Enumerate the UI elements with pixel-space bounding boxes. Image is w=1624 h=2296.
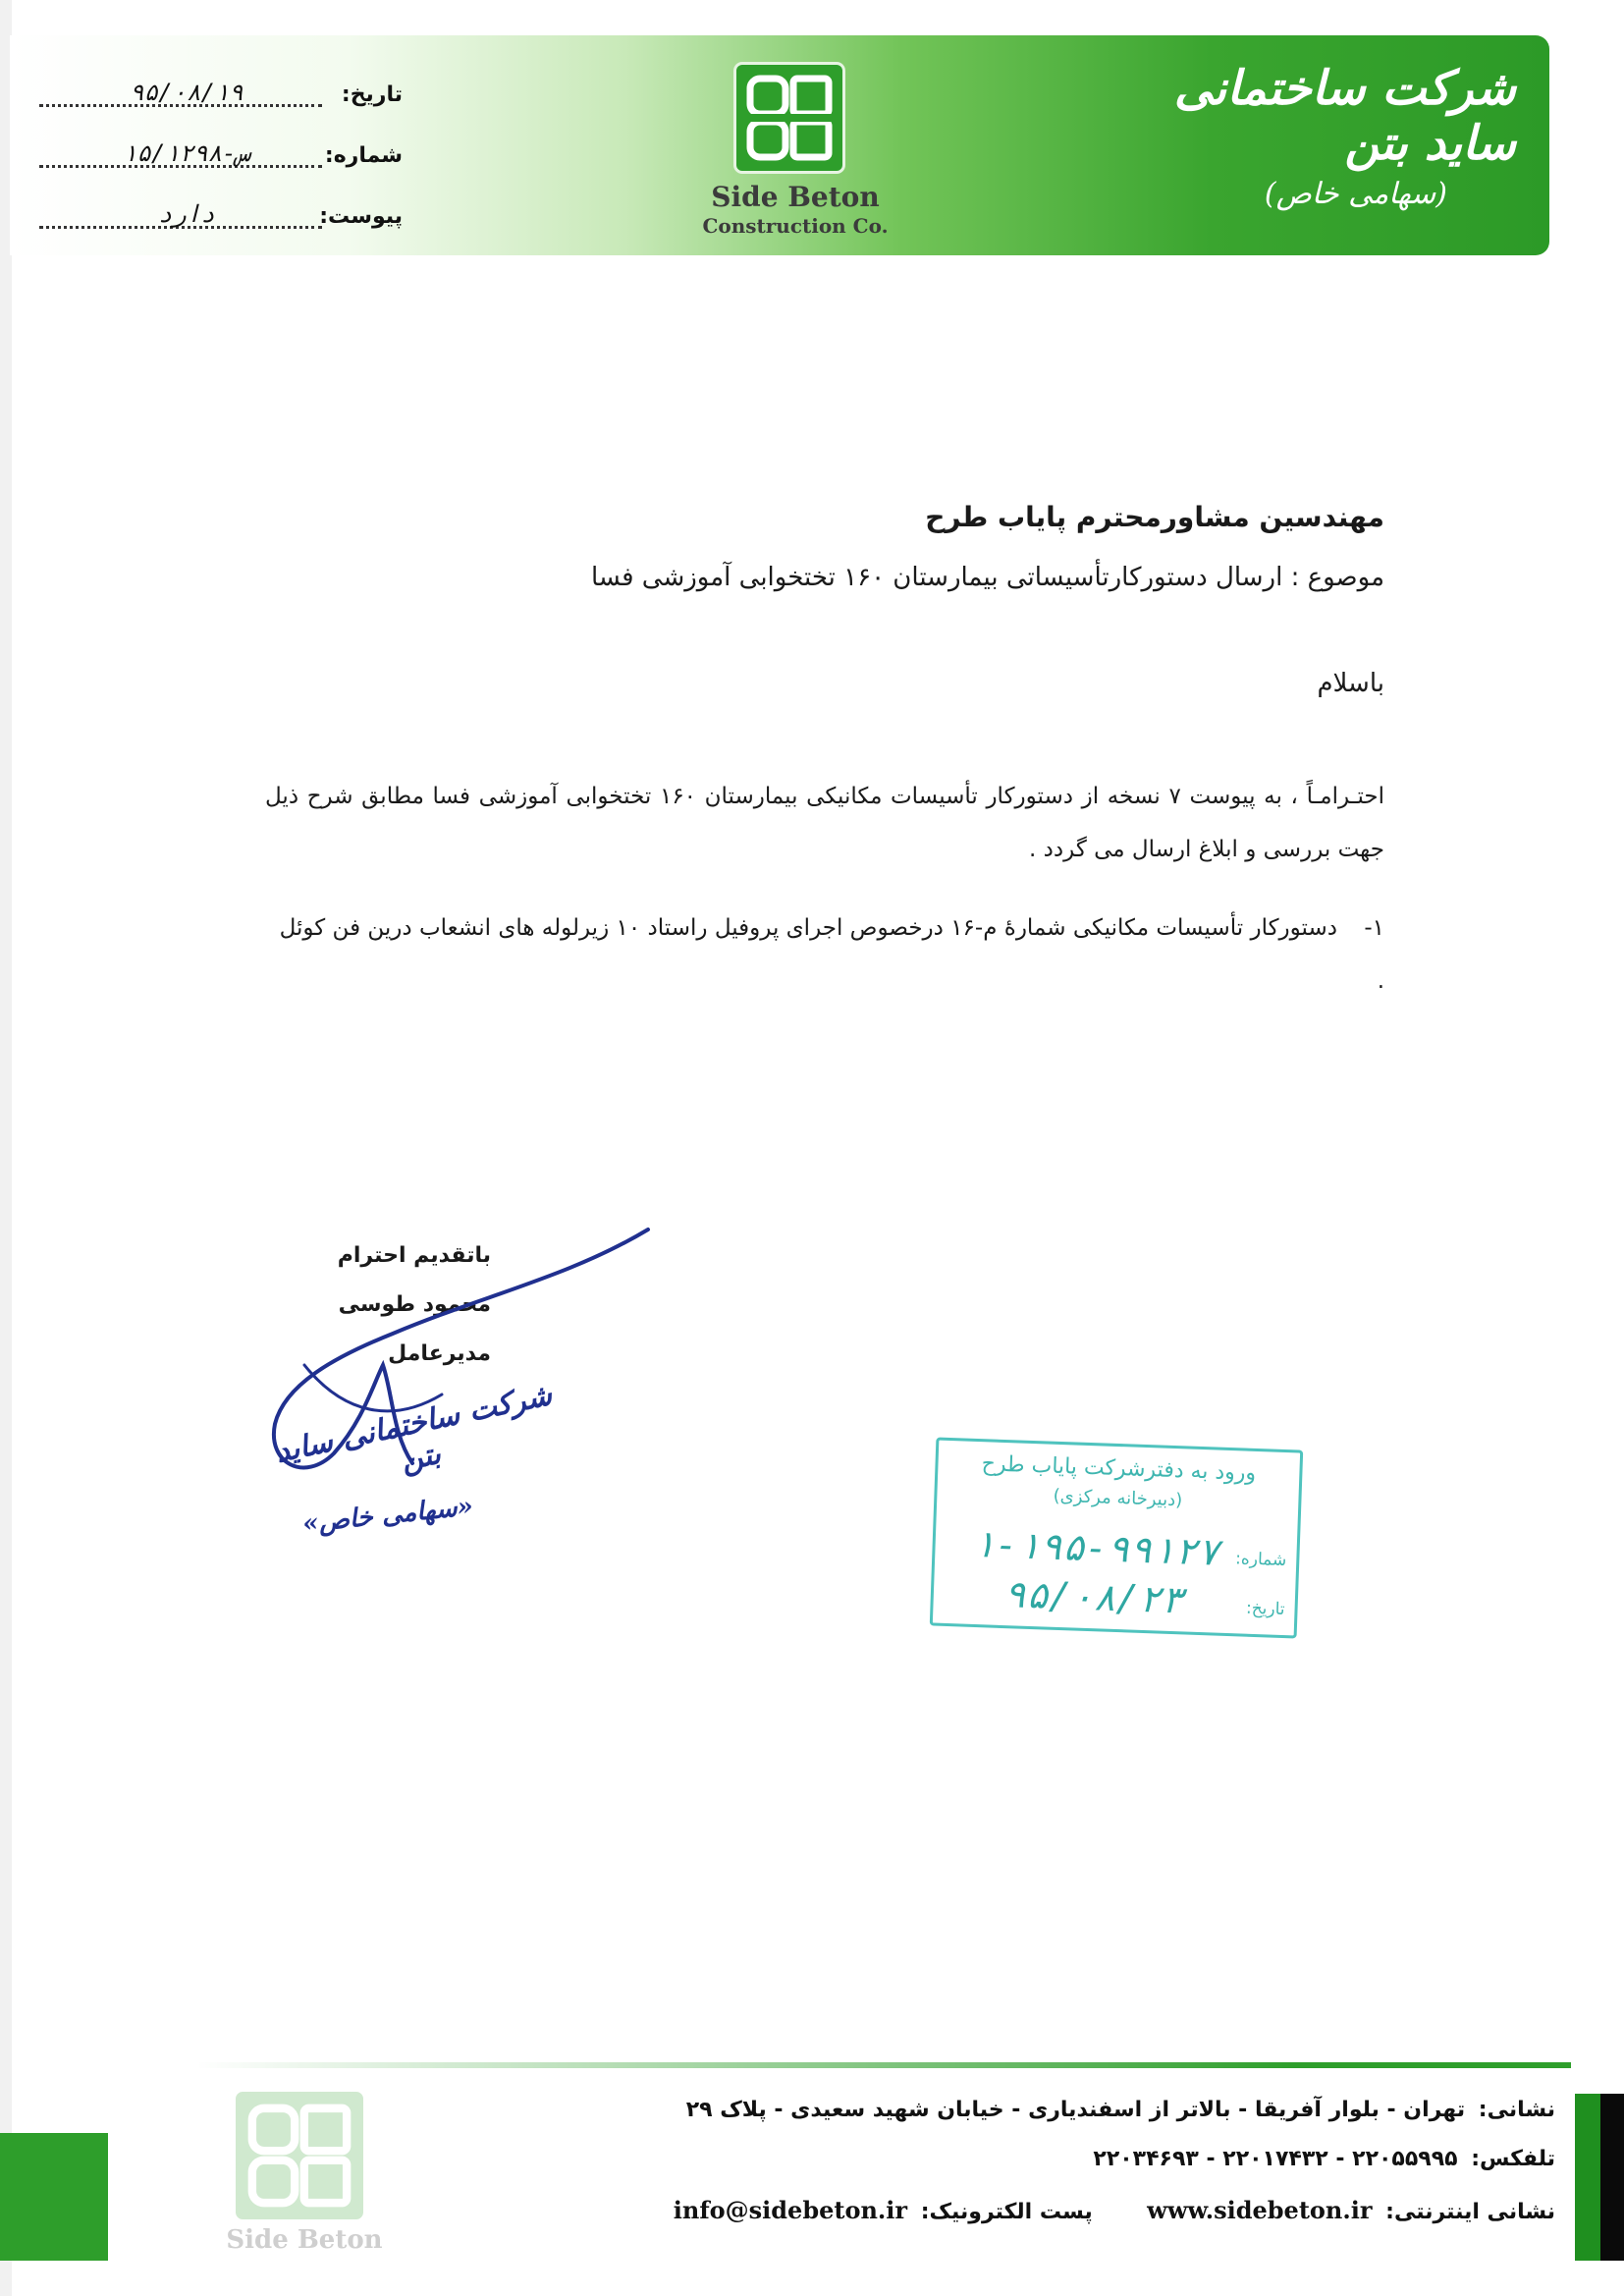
subject: موصوع : ارسال دستورکارتأسیساتی بیمارستان ۱۶۰ تختخوابی آموزشی فسا [590, 563, 1384, 592]
email-label: پست الکترونیک: [920, 2200, 1093, 2224]
logo-subtitle: Construction Co. [702, 214, 889, 238]
phone-label: تلفکس: [1471, 2147, 1555, 2171]
closing: باتقدیم احترام [337, 1243, 491, 1268]
logo-name: Side Beton [711, 181, 880, 213]
stamp-number-label: شماره: [1234, 1549, 1287, 1571]
footer-accent-right [1575, 2094, 1600, 2261]
attachment-value: دارد [158, 200, 215, 228]
stamp-date-label: تاریخ: [1245, 1598, 1285, 1620]
company-type: (سهامی خاص) [1264, 177, 1447, 211]
website-link[interactable]: www.sidebeton.ir [1147, 2196, 1373, 2224]
page-edge [0, 0, 12, 2296]
date-line [39, 79, 403, 122]
stamp-number-value: ۱-۱۹۵-۹۹۱۲۷ [971, 1521, 1220, 1574]
number-value: ۱۵/۱۲۹۸-س [122, 139, 251, 167]
sb-logo-icon [736, 65, 842, 171]
address-text: تهران - بلوار آفریقا - بالاتر از اسفندیاری - خیابان شهید سعیدی - پلاک ۲۹ [685, 2098, 1466, 2122]
footer-accent-edge [1600, 2094, 1624, 2261]
stamp-title: ورود به دفترشرکت پایاب طرح [981, 1451, 1257, 1486]
item-number: ۱- [1364, 915, 1384, 941]
footer-accent-left [0, 2133, 108, 2261]
stamp-date-value: ۹۵/۰۸/۲۳ [1002, 1572, 1185, 1622]
body-paragraph: احتـرامـاً ، به پیوست ۷ نسخه از دستورکار تأسیسات مکانیکی بیمارستان ۱۶۰ تختخوابی آموزشی فسا مطابق شرح ذیل جهت بررسی و ابلاغ ارسال می گردد . [265, 784, 1384, 862]
company-seal-type: «سهامی خاص» [300, 1491, 475, 1540]
footer-address [475, 2098, 1555, 2122]
receipt-stamp [930, 1438, 1303, 1639]
item-text: دستورکار تأسیسات مکانیکی شمارۀ م-۱۶ درخصوص اجرای پروفیل راستاد ۱۰ زیرلوله های انشعاب درین فن کوئل . [279, 915, 1384, 994]
number-line [39, 139, 403, 183]
footer-logo-name: Side Beton [226, 2225, 383, 2255]
footer-logo-icon [236, 2092, 363, 2219]
date-value: ۹۵/۰۸/۱۹ [130, 79, 244, 106]
signer-name: محمود طوسی [338, 1292, 491, 1317]
attachment-line [39, 200, 403, 244]
number-label: شماره: [324, 143, 403, 168]
list-item [265, 902, 1384, 1008]
footer-web [475, 2196, 1555, 2224]
date-label: تاریخ: [341, 82, 403, 107]
signer-title: مدیرعامل [388, 1341, 491, 1366]
attachment-label: پیوست: [319, 204, 403, 229]
stamp-subtitle: (دبیرخانه مرکزی) [1053, 1485, 1183, 1511]
phone-numbers: ۲۲۰۵۵۹۹۵ - ۲۲۰۱۷۴۳۲ - ۲۲۰۳۴۶۹۳ [1093, 2147, 1458, 2171]
footer-phone [475, 2147, 1555, 2171]
web-label: نشانی اینترنتی: [1385, 2200, 1555, 2224]
email-link[interactable]: info@sidebeton.ir [673, 2196, 908, 2224]
company-seal: شرکت ساختمانی ساید بتن [272, 1377, 556, 1479]
greeting: باسلام [1317, 669, 1384, 698]
company-name: شرکت ساختمانی ساید بتن [1173, 61, 1516, 171]
recipient: مهندسین مشاورمحترم پایاب طرح [925, 501, 1384, 533]
footer-rule [196, 2062, 1571, 2068]
address-label: نشانی: [1478, 2098, 1555, 2122]
